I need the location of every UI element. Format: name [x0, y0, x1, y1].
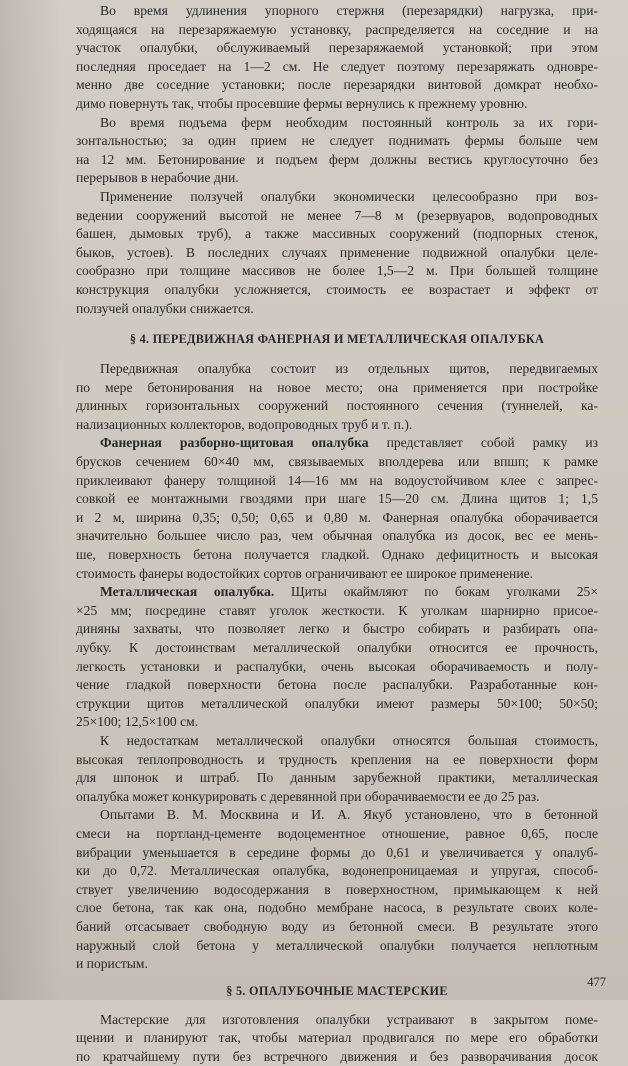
- text-line: и 2 м, ширина 0,35; 0,50; 0,65 и 0,80 м. Фанерная опалубка оборачивается: [76, 509, 598, 525]
- text-line: лубку. К достоинствам металлической опалубки относится ее прочность,: [76, 640, 598, 655]
- text-line: приклеивают фанеру толщиной 14—16 мм на водоустойчивом клее с запрес-: [76, 472, 598, 488]
- text-line: брусков сечением 60×40 мм, связываемых вполдерева или впшп; к рамке: [76, 454, 598, 470]
- text-line: щении и планируют так, чтобы материал продвигался по мере его обработки: [76, 1030, 598, 1046]
- text-line: струкции щитов металлической опалубки имеют размеры 50×100; 50×50;: [76, 695, 598, 711]
- term-plywood-formwork: Фанерная разборно-щитовая опалубка: [100, 435, 369, 451]
- text-line: участок опалубки, обслуживаемый перезаряжаемой установкой; при этом: [76, 40, 598, 56]
- text-line: на 12 мм. Бетонирование и подъем ферм должны вестись круглосуточно без: [76, 151, 598, 167]
- text-line: опалубка может конкурировать с деревянной при оборачиваемости ее до 25 раз.: [76, 788, 540, 804]
- text-line: чение гладкой поверхности бетона после распалубки. Разработанные кон-: [76, 677, 598, 693]
- text-line: [76, 434, 598, 453]
- text-line: Опытами В. М. Москвина и И. А. Якуб установлено, что в бетонной: [100, 807, 598, 823]
- text-line: ведении сооружений высотой не менее 7—8 м (резервуаров, водопроводных: [76, 207, 598, 223]
- text-line: Во время удлинения упорного стержня (перезарядки) нагрузка, при-: [100, 3, 598, 18]
- text-line: ки до 0,72. Металлическая опалубка, водонепроницаемая и упругая, способ-: [76, 863, 598, 879]
- text-block-top: [76, 2, 598, 318]
- text-line: слое бетона, так как она, подобно мембране насоса, в результате своих коле-: [76, 900, 598, 916]
- text-line: последняя проседает на 1—2 см. Не следует поэтому перезаряжать одновре-: [76, 58, 598, 74]
- text-line: Мастерские для изготовления опалубки устраивают в закрытом поме-: [100, 1011, 598, 1027]
- text-line: менно две соседние установки; после перезарядки винтовой домкрат необхо-: [76, 77, 598, 93]
- text-line: совкой ее монтажными гвоздями при шаге 15—20 см. Длина щитов 1; 1,5: [76, 491, 598, 507]
- text-line: конструкция опалубки усложняется, стоимость ее возрастает и эффект от: [76, 281, 598, 297]
- text-line: перерывов в нерабочие дни.: [76, 170, 239, 186]
- text-line: смеси на портланд-цементе водоцементное отношение, равное 0,65, после: [76, 825, 598, 841]
- text-line: сообразно при толщине массивов не более 1,5—2 м. При большей толщине: [76, 263, 598, 279]
- text-line: длинных горизонтальных сооружений постоянного сечения (туннелей, ка-: [76, 398, 598, 414]
- text-line: для шпонок и штраб. По данным зарубежной практики, металлическая: [76, 770, 598, 786]
- text-line: по мере бетонирования на новое место; она применяется при постройке: [76, 379, 598, 395]
- text-line: димо повернуть так, чтобы просевшие фермы вернулись к прежнему уровню.: [76, 95, 528, 111]
- text-line: баний отсасывает свободную воду из бетонной смеси. В результате этого: [76, 918, 598, 934]
- text-line: зонтальностью; за один прием не следует поднимать фермы больше чем: [76, 133, 598, 149]
- text-line: по кратчайшему пути без встречного движения и без разворачивания досок: [76, 1048, 598, 1064]
- text-line: легкость установки и распалубки, очень высокая оборачиваемость и полу-: [76, 658, 598, 674]
- text-line: К недостаткам металлической опалубки относятся большая стоимость,: [100, 732, 598, 748]
- text-fragment: представляет собой рамку из: [368, 435, 598, 451]
- section-4-heading: § 4. ПЕРЕДВИЖНАЯ ФАНЕРНАЯ И МЕТАЛЛИЧЕСКАЯ ОПАЛУБКА: [129, 332, 545, 347]
- text-line: [76, 583, 598, 602]
- text-line: Передвижная опалубка состоит из отдельных щитов, передвигаемых: [100, 361, 598, 377]
- text-block-section-4: [76, 360, 598, 974]
- binding-shadow: [0, 0, 60, 1000]
- text-line: высокая теплопроводность и трудность крепления на ее поверхности форм: [76, 751, 598, 767]
- text-line: быков, устоев). В последних случаях применение подвижной опалубки целе-: [76, 244, 598, 260]
- text-line: башен, дымовых труб), а также массивных сооружений (подпорных стенок,: [76, 226, 598, 242]
- text-line: Во время подъема ферм необходим постоянный контроль за их гори-: [100, 114, 598, 130]
- text-fragment: Щиты окаймляют по бокам уголками 25×: [274, 584, 598, 600]
- text-line: наружный слой бетона у металлической опалубки получается неплотным: [76, 937, 598, 953]
- page-number: 477: [587, 975, 606, 989]
- text-line: нализационных коллекторов, водопроводных труб и т. п.).: [76, 416, 413, 432]
- text-line: стоимость фанеры водостойких сортов ограничивают ее широкое применение.: [76, 565, 534, 581]
- text-line: ползучей опалубки снижается.: [76, 300, 254, 316]
- text-line: вибрации уменьшается в середине формы до 0,61 и увеличивается у опалуб-: [76, 844, 598, 860]
- text-line: ×25 мм; посредине ставят уголок жесткости. К уголкам шарнирно присое-: [76, 602, 598, 618]
- text-block-section-5: [76, 1011, 598, 1066]
- text-line: 25×100; 12,5×100 см.: [76, 714, 199, 730]
- text-line: и пористым.: [76, 956, 148, 972]
- term-metal-formwork: Металлическая опалубка.: [100, 584, 275, 600]
- section-5-heading: § 5. ОПАЛУБОЧНЫЕ МАСТЕРСКИЕ: [226, 983, 448, 998]
- text-line: ствует увеличению водосодержания в поверхностном, примыкающем к ней: [76, 881, 598, 897]
- text-line: ходящаяся на перезаряжаемую установку, распределяется на соседние и на: [76, 21, 598, 37]
- text-line: Применение ползучей опалубки экономически целесообразно при воз-: [100, 188, 598, 204]
- text-line: ше, поверхность бетона получается гладкой. Однако дефицитность и высокая: [76, 547, 598, 563]
- text-line: диняны захваты, что позволяет легко и быстро собирать и разбирать опа-: [76, 621, 598, 637]
- text-line: значительно большее число раз, чем обычная опалубка из досок, вес ее мень-: [76, 528, 598, 544]
